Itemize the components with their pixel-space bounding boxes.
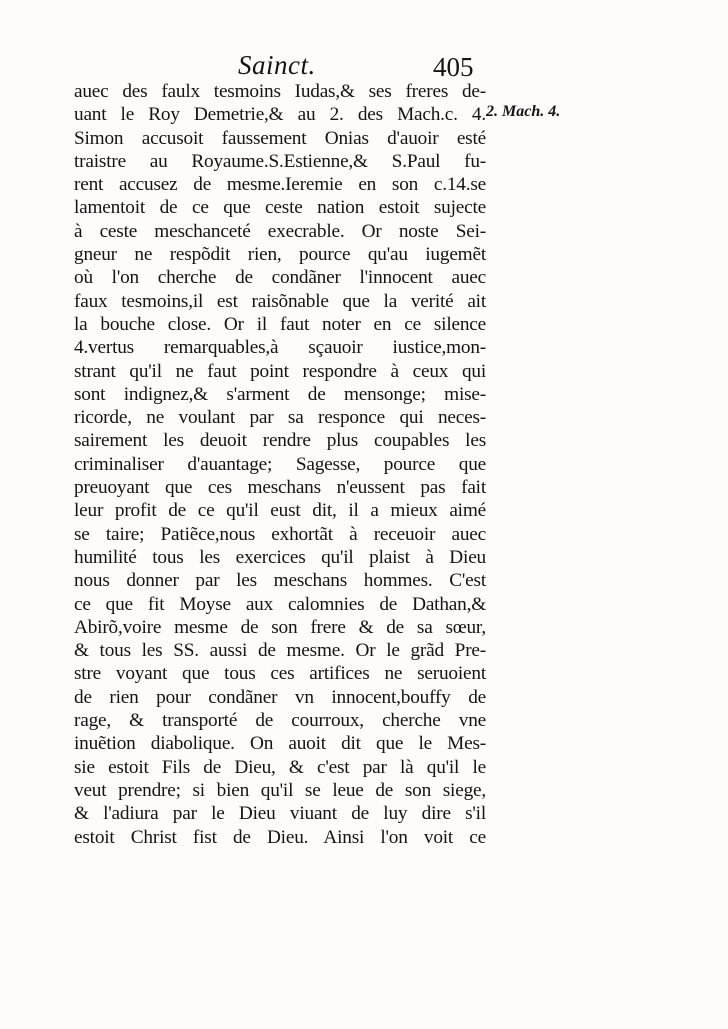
- text-line: strant qu'il ne faut point respondre à ceux qui: [74, 360, 486, 382]
- text-line: où l'on cherche de condãner l'innocent auec: [74, 267, 486, 289]
- text-line: 4.vertus remarquables,à sçauoir iustice,mon-: [74, 337, 486, 359]
- text-line: estoit Christ fist de Dieu. Ainsi l'on voit ce: [74, 826, 486, 848]
- text-line: rent accusez de mesme.Ieremie en son c.14.se: [74, 174, 486, 196]
- text-line: rage, & transporté de courroux, cherche vne: [74, 710, 486, 732]
- text-line: auec des faulx tesmoins Iudas,& ses freres de-: [74, 81, 486, 102]
- text-line: ce que fit Moyse aux calomnies de Dathan,&: [74, 593, 486, 615]
- text-line: de rien pour condãner vn innocent,bouffy de: [74, 686, 486, 708]
- text-line: uant le Roy Demetrie,& au 2. des Mach.c. 4.: [74, 104, 486, 126]
- text-line: gneur ne respõdit rien, pource qu'au iugemẽt: [74, 244, 486, 266]
- text-line: & l'adiura par le Dieu viuant de luy dire s'il: [74, 803, 486, 825]
- text-line: sont indignez,& s'arment de mensonge; mise-: [74, 383, 486, 405]
- text-line: & tous les SS. aussi de mesme. Or le grãd Pre-: [74, 640, 486, 662]
- text-line: lamentoit de ce que ceste nation estoit sujecte: [74, 197, 486, 219]
- text-line: stre voyant que tous ces artifices ne seruoient: [74, 663, 486, 685]
- text-line: humilité tous les exercices qu'il plaist à Dieu: [74, 546, 486, 568]
- margin-note: 2. Mach. 4.: [486, 103, 561, 120]
- text-line: à ceste meschanceté execrable. Or noste Sei-: [74, 220, 486, 242]
- text-line: criminaliser d'auantage; Sagesse, pource que: [74, 453, 486, 475]
- text-line: inuẽtion diabolique. On auoit dit que le Mes-: [74, 733, 486, 755]
- page-number: 405: [433, 52, 474, 82]
- text-line: veut prendre; si bien qu'il se leue de son siege,: [74, 779, 486, 801]
- text-line: ricorde, ne voulant par sa responce qui neces-: [74, 407, 486, 429]
- text-line: preuoyant que ces meschans n'eussent pas fait: [74, 477, 486, 499]
- text-line: sie estoit Fils de Dieu, & c'est par là qu'il le: [74, 756, 486, 778]
- text-line: sairement les deuoit rendre plus coupables les: [74, 430, 486, 452]
- body-text: [74, 80, 486, 849]
- text-line: la bouche close. Or il faut noter en ce silence: [74, 313, 486, 335]
- text-line: nous donner par les meschans hommes. C'est: [74, 570, 486, 592]
- text-line: se taire; Patiẽce,nous exhortãt à receuoir auec: [74, 523, 486, 545]
- text-line: leur profit de ce qu'il eust dit, il a mieux aimé: [74, 500, 486, 522]
- running-head: Sainct.: [238, 50, 316, 80]
- text-line: Simon accusoit faussement Onias d'auoir esté: [74, 127, 486, 149]
- text-line: Abirõ,voire mesme de son frere & de sa sœur,: [74, 616, 486, 638]
- text-line: faux tesmoins,il est raisõnable que la verité ait: [74, 290, 486, 312]
- text-line: traistre au Royaume.S.Estienne,& S.Paul fu-: [74, 150, 486, 172]
